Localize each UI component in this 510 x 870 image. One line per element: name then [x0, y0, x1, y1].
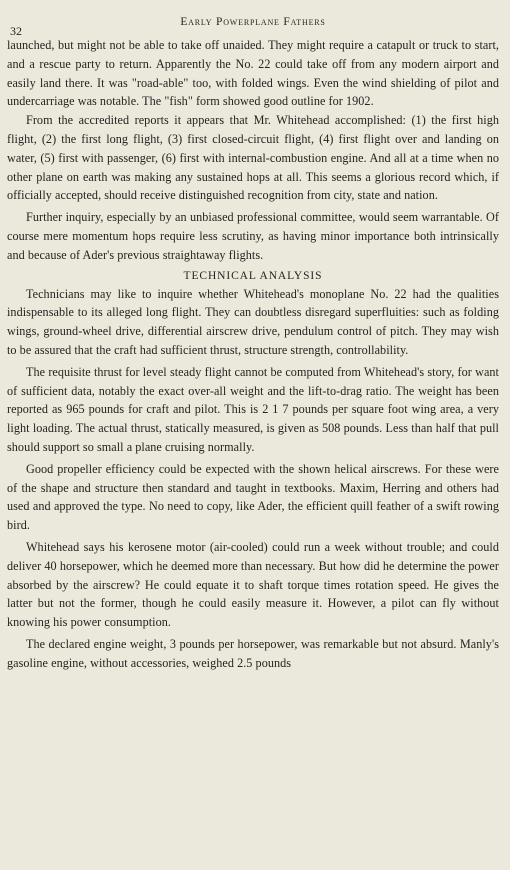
paragraph: Good propeller efficiency could be expected with the shown helical airscrews. For these were of the shape and structure then standard and taught in textbooks. Maxim, Herring and others had used and approved the type. No need to copy, like Ader, the efficient quill feather of a swift rowing bird. — [7, 461, 499, 533]
running-title: Early Powerplane Fathers — [180, 16, 326, 28]
paragraph: launched, but might not be able to take off unaided. They might require a catapult or truck to start, and a rescue party to return. Apparently the No. 22 could take off from any modern airport and easily land there. It was "road-able" too, with folded wings. Even the wind shielding of pilot and undercarriage was notable. The "fish" form showed good outline for 1902. — [7, 38, 499, 109]
paragraph: From the accredited reports it appears that Mr. Whitehead accomplished: (1) the first high flight, (2) the first long flight, (3) first closed-circuit flight, (4) first flight over and landing on water, (5) first with passenger, (6) first with internal-combustion engine. And all at a time when no other plane on earth was making any sustained hops at all. This seems a glorious record which, if officially accepted, should receive distinguished recognition from city, state and nation. — [7, 113, 499, 203]
page-number: 32 — [10, 24, 22, 38]
paragraph: The requisite thrust for level steady flight cannot be computed from Whitehead's story, for want of sufficient data, notably the exact over-all weight and the lift-to-drag ratio. The weight has been reported as 965 pounds for craft and pilot. This is 2 1 7 pounds per square foot wing area, a very light loading. The actual thrust, statically measured, is given as 508 pounds. Less than half that pull should support so small a plane cruising normally. — [7, 364, 499, 454]
paragraph: Whitehead says his kerosene motor (air-cooled) could run a week without trouble; and could deliver 40 horsepower, which he deemed more than necessary. But how did he determine the power absorbed by the airscrew? He could equate it to shaft torque times rotation speed. He gives the latter but not the former, though he could easily measure it. However, a pilot can fly without knowing his power consumption. — [7, 539, 499, 630]
section-heading: TECHNICAL ANALYSIS — [183, 269, 323, 282]
body-text — [7, 36, 499, 673]
paragraph: Further inquiry, especially by an unbiased professional committee, would seem warrantable. Of course mere momentum hops require less scrutiny, as having minor importance both intrinsically and because of Ader's previous straightaway flights. — [7, 210, 499, 262]
paragraph: Technicians may like to inquire whether Whitehead's monoplane No. 22 had the qualities indispensable to its alleged long flight. They can doubtless disregard superfluities: such as folding wings, ground-wheel drive, differential airscrew drive, pendulum control of pitch. They may wish to be assured that the craft had sufficient thrust, structure strength, controllability. — [7, 286, 499, 357]
paragraph: The declared engine weight, 3 pounds per horsepower, was remarkable but not absurd. Manly's gasoline engine, without accessories, weighed 2.5 pounds — [7, 636, 499, 670]
page-header — [7, 10, 499, 36]
